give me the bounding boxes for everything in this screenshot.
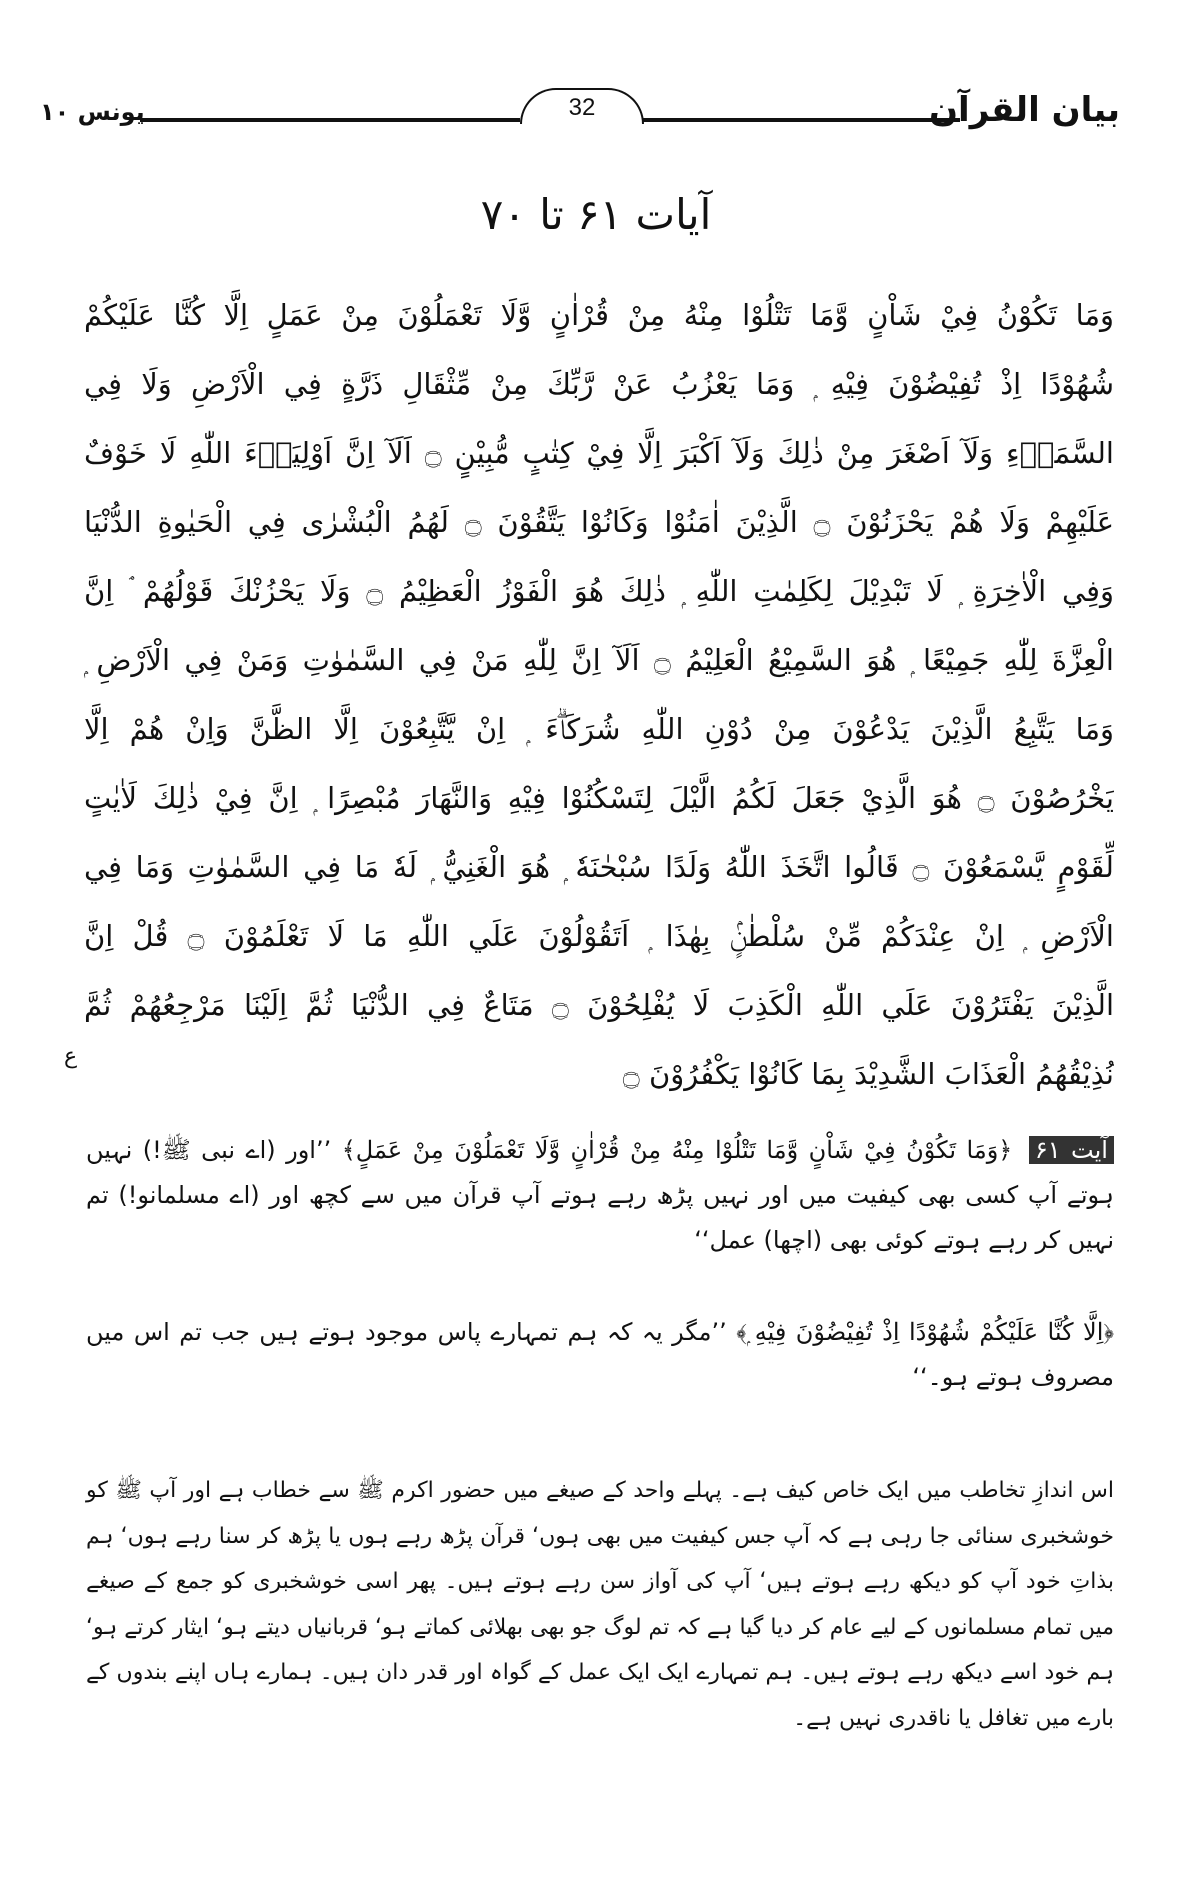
ruku-mark: ع [64,1044,78,1069]
ayah-line: شُهُوْدًا اِذْ تُفِيْضُوْنَ فِيْهِ ۭ وَمَا يَعْزُبُ عَنْ رَّبِّكَ مِنْ مِّثْقَالِ ذَرَّةٍ فِي الْاَرْضِ وَلَا فِي [84,367,1114,401]
ayah-line: وَفِي الْاٰخِرَةِ ۭ لَا تَبْدِيْلَ لِكَلِمٰتِ اللّٰهِ ۭ ذٰلِكَ هُوَ الْفَوْزُ الْعَظِيْمُ ۝ وَلَا يَحْزُنْكَ قَوْلُهُمْ ۘ اِنَّ [84,574,1114,608]
header-rule-left [140,118,520,122]
translation: ’’اور (اے نبی ﷺ!) نہیں ہوتے آپ کسی بھی کیفیت میں اور نہیں پڑھ رہے ہوتے آپ قرآن میں سے کچھ اور (اے مسلمانو!) تم نہیں کر رہے ہوتے کوئی بھی (اچھا) عمل‘‘ [86,1136,1114,1254]
ayah-line: الْاَرْضِ ۭ اِنْ عِنْدَكُمْ مِّنْ سُلْطٰنٍۢ بِهٰذَا ۭ اَتَقُوْلُوْنَ عَلَي اللّٰهِ مَا لَا تَعْلَمُوْنَ ۝ قُلْ اِنَّ [84,919,1114,953]
quran-text-block [64,285,1114,1113]
ayah-line: وَمَا يَتَّبِعُ الَّذِيْنَ يَدْعُوْنَ مِنْ دُوْنِ اللّٰهِ شُرَكَاۗءَ ۭ اِنْ يَّتَّبِعُوْنَ اِلَّا الظَّنَّ وَاِنْ هُمْ اِلَّا [84,712,1114,746]
surah-name: یونس ۱۰ [40,98,145,126]
translation: ’’مگر یہ کہ ہم تمہارے پاس موجود ہوتے ہیں جب تم اس میں مصروف ہوتے ہو۔‘‘ [86,1318,1114,1391]
ayah-line: نُذِيْقُهُمُ الْعَذَابَ الشَّدِيْدَ بِمَا كَانُوْا يَكْفُرُوْنَ ۝ [622,1057,1114,1091]
ayah-line: عَلَيْهِمْ وَلَا هُمْ يَحْزَنُوْنَ ۝ الَّذِيْنَ اٰمَنُوْا وَكَانُوْا يَتَّقُوْنَ ۝ لَهُمُ الْبُشْرٰى فِي الْحَيٰوةِ الدُّنْيَا [84,505,1114,539]
commentary-paragraph-1 [86,1128,1114,1263]
ayah-line: الَّذِيْنَ يَفْتَرُوْنَ عَلَي اللّٰهِ الْكَذِبَ لَا يُفْلِحُوْنَ ۝ مَتَاعٌ فِي الدُّنْيَا ثُمَّ اِلَيْنَا مَرْجِعُهُمْ ثُمَّ [84,988,1114,1022]
ayah-tag: آیت ۶۱ [1029,1136,1114,1164]
header-rule-right [640,118,960,122]
commentary-paragraph-3: اس اندازِ تخاطب میں ایک خاص کیف ہے۔ پہلے واحد کے صیغے میں حضور اکرم ﷺ سے خطاب ہے اور آپ ﷺ کو خوشخبری سنائی جا رہی ہے کہ آپ جس کیفیت میں بھی ہوں‘ قرآن پڑھ رہے ہوں یا پڑھ کر سنا رہے ہوں‘ ہم بذاتِ خود آپ کو دیکھ رہے ہوتے ہیں‘ آپ کی آواز سن رہے ہوتے ہیں۔ پھر اسی خوشخبری کو جمع کے صیغے میں تمام مسلمانوں کے لیے عام کر دیا گیا ہے کہ تم لوگ جو بھی بھلائی کماتے ہو‘ قربانیاں دیتے ہو‘ ایثار کرتے ہو‘ ہم خود اسے دیکھ رہے ہوتے ہیں۔ ہم تمہارے ایک ایک عمل کے گواہ اور قدر دان ہیں۔ ہمارے ہاں اپنے بندوں کے بارے میں تغافل یا ناقدری نہیں ہے۔ [86,1478,1114,1731]
page-number: 32 [520,88,644,124]
ayah-line: وَمَا تَكُوْنُ فِيْ شَاْنٍ وَّمَا تَتْلُوْا مِنْهُ مِنْ قُرْاٰنٍ وَّلَا تَعْمَلُوْنَ مِنْ عَمَلٍ اِلَّا كُنَّا عَلَيْكُمْ [84,298,1114,332]
commentary-paragraph-2 [86,1310,1114,1400]
ayah-line: يَخْرُصُوْنَ ۝ هُوَ الَّذِيْ جَعَلَ لَكُمُ الَّيْلَ لِتَسْكُنُوْا فِيْهِ وَالنَّهَارَ مُبْصِرًا ۭ اِنَّ فِيْ ذٰلِكَ لَاٰيٰتٍ [84,781,1114,815]
ayah-line: الْعِزَّةَ لِلّٰهِ جَمِيْعًا ۭ هُوَ السَّمِيْعُ الْعَلِيْمُ ۝ اَلَآ اِنَّ لِلّٰهِ مَنْ فِي السَّمٰوٰتِ وَمَنْ فِي الْاَرْضِ ۭ [84,643,1114,677]
book-title: بیان القرآن [929,90,1120,130]
ayah-line: لِّقَوْمٍ يَّسْمَعُوْنَ ۝ قَالُوا اتَّخَذَ اللّٰهُ وَلَدًا سُبْحٰنَهٗ ۭ هُوَ الْغَنِيُّ ۭ لَهٗ مَا فِي السَّمٰوٰتِ وَمَا فِي [84,850,1114,884]
ayah-quote: ﴿اِلَّا كُنَّا عَلَيْكُمْ شُهُوْدًا اِذْ تُفِيْضُوْنَ فِيْهِ ۭ﴾ [736,1318,1114,1346]
ayah-line: السَّمَاۗءِ وَلَآ اَصْغَرَ مِنْ ذٰلِكَ وَلَآ اَكْبَرَ اِلَّا فِيْ كِتٰبٍ مُّبِيْنٍ ۝ اَلَآ اِنَّ اَوْلِيَاۗءَ اللّٰهِ لَا خَوْفٌ [84,436,1114,470]
ayah-quote: ﴿وَمَا تَكُوْنُ فِيْ شَاْنٍ وَّمَا تَتْلُوْا مِنْهُ مِنْ قُرْاٰنٍ وَّلَا تَعْمَلُوْنَ مِنْ عَمَلٍ﴾ [341,1136,1013,1164]
page-header [40,88,1120,138]
section-title: آیات ۶۱ تا ۷۰ [480,190,712,239]
